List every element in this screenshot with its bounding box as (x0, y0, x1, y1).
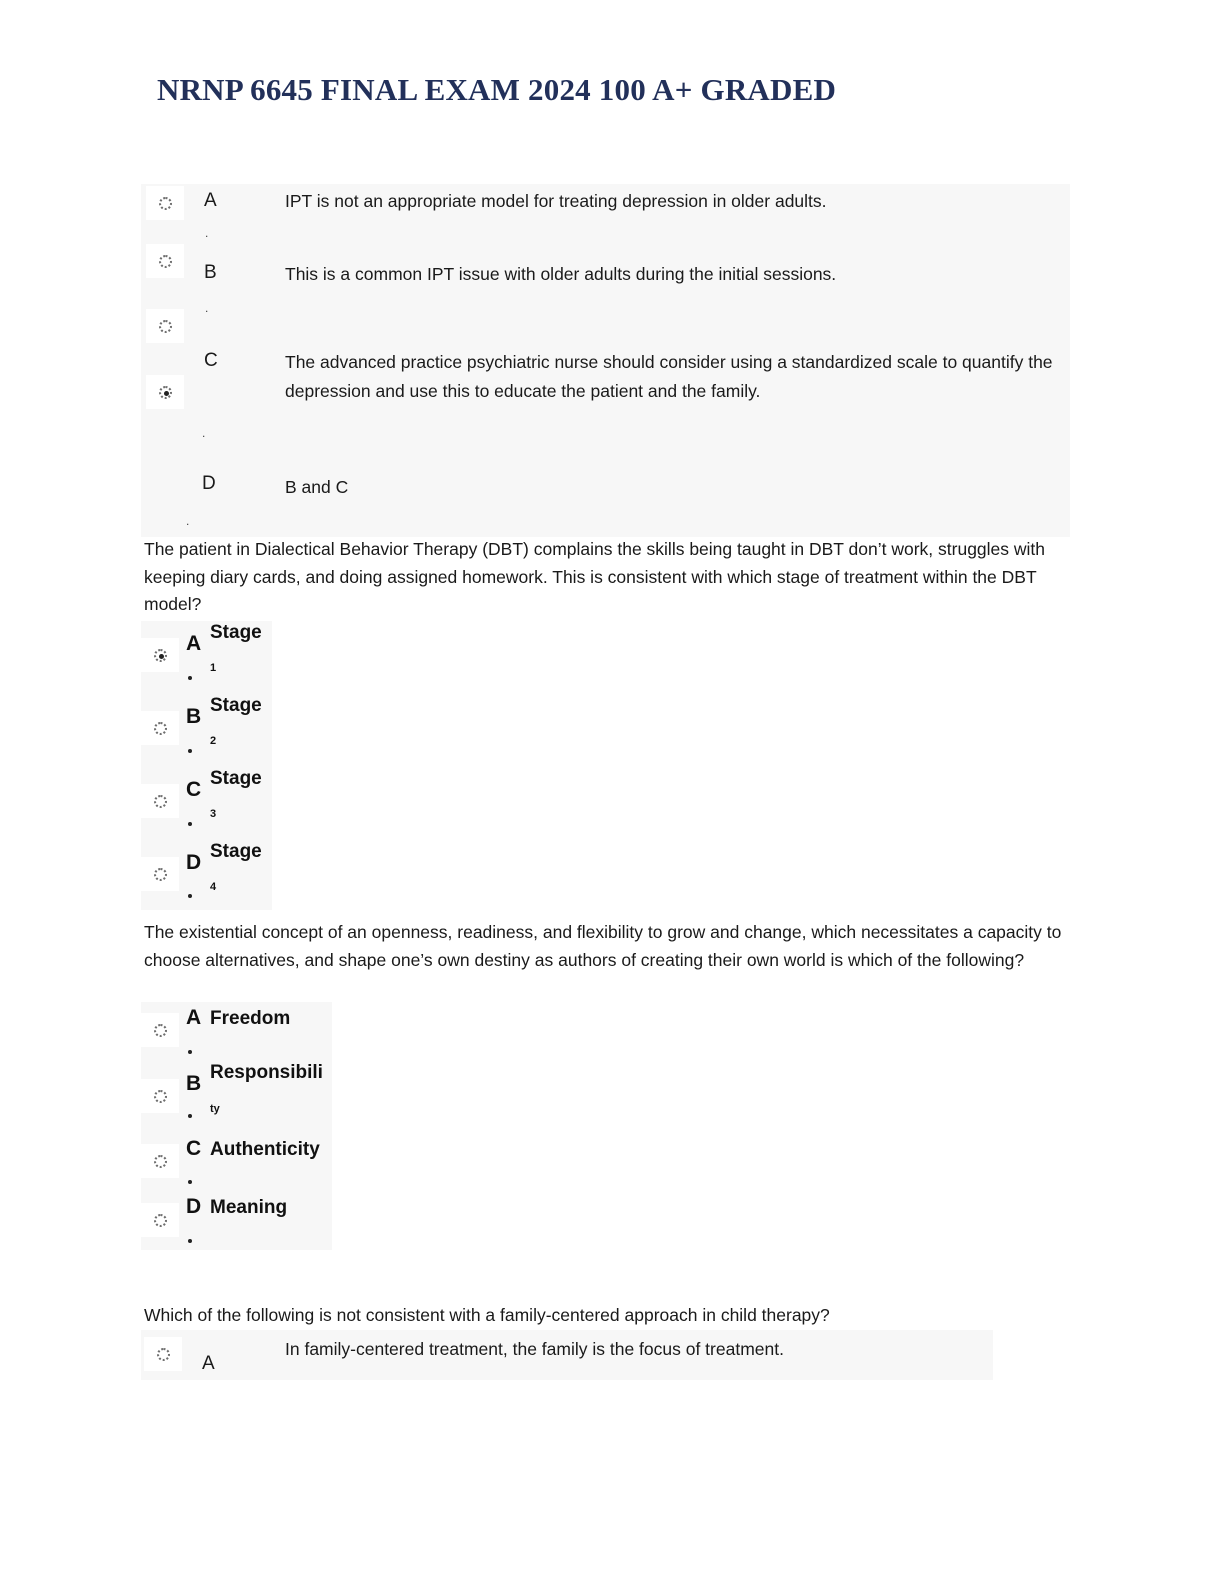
q2-radio-c[interactable] (141, 784, 179, 818)
q2-option-b-number: 2 (210, 735, 217, 747)
radio-unselected-icon (154, 1214, 167, 1227)
q3-option-c-letter: C (186, 1137, 202, 1160)
q1-option-b-text: This is a common IPT issue with older adults during the initial sessions. (285, 264, 837, 284)
q3-option-a-text: Freedom (210, 1008, 291, 1029)
q2-option-c-number: 3 (210, 808, 217, 820)
q4-option-a-text: In family-centered treatment, the family is the focus of treatment. (285, 1339, 784, 1359)
q2-option-a-letter: A (186, 632, 202, 655)
q3-option-d-text: Meaning (210, 1197, 288, 1218)
q2-radio-b[interactable] (141, 711, 179, 745)
q3-prompt: The existential concept of an openness, readiness, and flexibility to grow and change, which necessitates a capacity to choose alternatives, and shape one’s own destiny as authors of creating their own world is which of the following? (144, 922, 1062, 970)
page-title: NRNP 6645 FINAL EXAM 2024 100 A+ GRADED (157, 72, 837, 107)
q2-option-d-number: 4 (210, 881, 217, 893)
radio-unselected-icon (154, 868, 167, 881)
q2-radio-a[interactable] (141, 638, 179, 672)
q2-option-d-letter: D (186, 851, 202, 874)
radio-unselected-icon (154, 1090, 167, 1103)
q3-option-b-letter: B (186, 1072, 202, 1095)
q2-option-d-text: Stage (210, 841, 262, 862)
radio-unselected-icon (154, 795, 167, 808)
q1-option-d-period: . (186, 514, 190, 528)
q1-option-c-letter: C (204, 350, 218, 371)
q1-option-a-letter: A (204, 190, 217, 211)
q4-radio-a[interactable] (144, 1337, 182, 1371)
q3-radio-a[interactable] (141, 1013, 179, 1047)
q2-option-b-period (188, 749, 192, 753)
q1-option-a-text: IPT is not an appropriate model for treating depression in older adults. (285, 191, 827, 211)
q2-option-a-number: 1 (210, 662, 217, 674)
radio-unselected-icon (154, 1155, 167, 1168)
q2-option-c-period (188, 822, 192, 826)
q4-prompt: Which of the following is not consistent with a family-centered approach in child therapy? (144, 1305, 830, 1325)
q2-option-c-text: Stage (210, 768, 262, 789)
q2-option-a-period (188, 676, 192, 680)
q3-option-a-period (188, 1050, 192, 1054)
q2-option-c-letter: C (186, 778, 202, 801)
q1-radio-d[interactable] (146, 375, 184, 409)
q2-option-a-text: Stage (210, 622, 262, 643)
radio-unselected-icon (159, 197, 172, 210)
q3-radio-b[interactable] (141, 1079, 179, 1113)
q3-radio-d[interactable] (141, 1203, 179, 1237)
q3-option-c-period (188, 1180, 192, 1184)
radio-selected-icon (154, 649, 167, 662)
q1-option-c-period: . (202, 426, 206, 440)
q1-radio-a[interactable] (146, 186, 184, 220)
radio-unselected-icon (154, 722, 167, 735)
q2-option-b-text: Stage (210, 695, 262, 716)
radio-unselected-icon (159, 320, 172, 333)
q4-option-a-letter: A (202, 1353, 215, 1374)
q1-radio-c[interactable] (146, 309, 184, 343)
q1-option-b-letter: B (204, 262, 217, 283)
q3-option-b-text: Responsibili (210, 1062, 323, 1083)
q3-option-a-letter: A (186, 1006, 202, 1029)
q3-radio-c[interactable] (141, 1144, 179, 1178)
q3-option-b-period (188, 1114, 192, 1118)
q3-option-d-period (188, 1239, 192, 1243)
q1-option-b-period: . (205, 301, 209, 315)
radio-unselected-icon (154, 1024, 167, 1037)
radio-unselected-icon (157, 1348, 170, 1361)
q1-radio-b[interactable] (146, 244, 184, 278)
q3-option-c-text: Authenticity (210, 1139, 320, 1160)
q3-option-d-letter: D (186, 1195, 202, 1218)
q2-prompt: The patient in Dialectical Behavior Therapy (DBT) complains the skills being taught in DBT don’t work, struggles with keeping diary cards, and doing assigned homework. This is consistent with which stage of treatment within the DBT model? (144, 539, 1046, 614)
q1-option-a-period: . (205, 226, 209, 240)
q2-option-d-period (188, 894, 192, 898)
q1-option-d-letter: D (202, 473, 216, 494)
q2-radio-d[interactable] (141, 857, 179, 891)
radio-unselected-icon (159, 255, 172, 268)
q2-option-b-letter: B (186, 705, 202, 728)
q1-option-c-text: The advanced practice psychiatric nurse should consider using a standardized scale to quantify the depression and use this to educate the patient and the family. (285, 352, 1053, 401)
radio-selected-icon (159, 386, 172, 399)
q1-option-d-text: B and C (285, 477, 349, 497)
q3-option-b-text-cont: ty (210, 1103, 220, 1115)
